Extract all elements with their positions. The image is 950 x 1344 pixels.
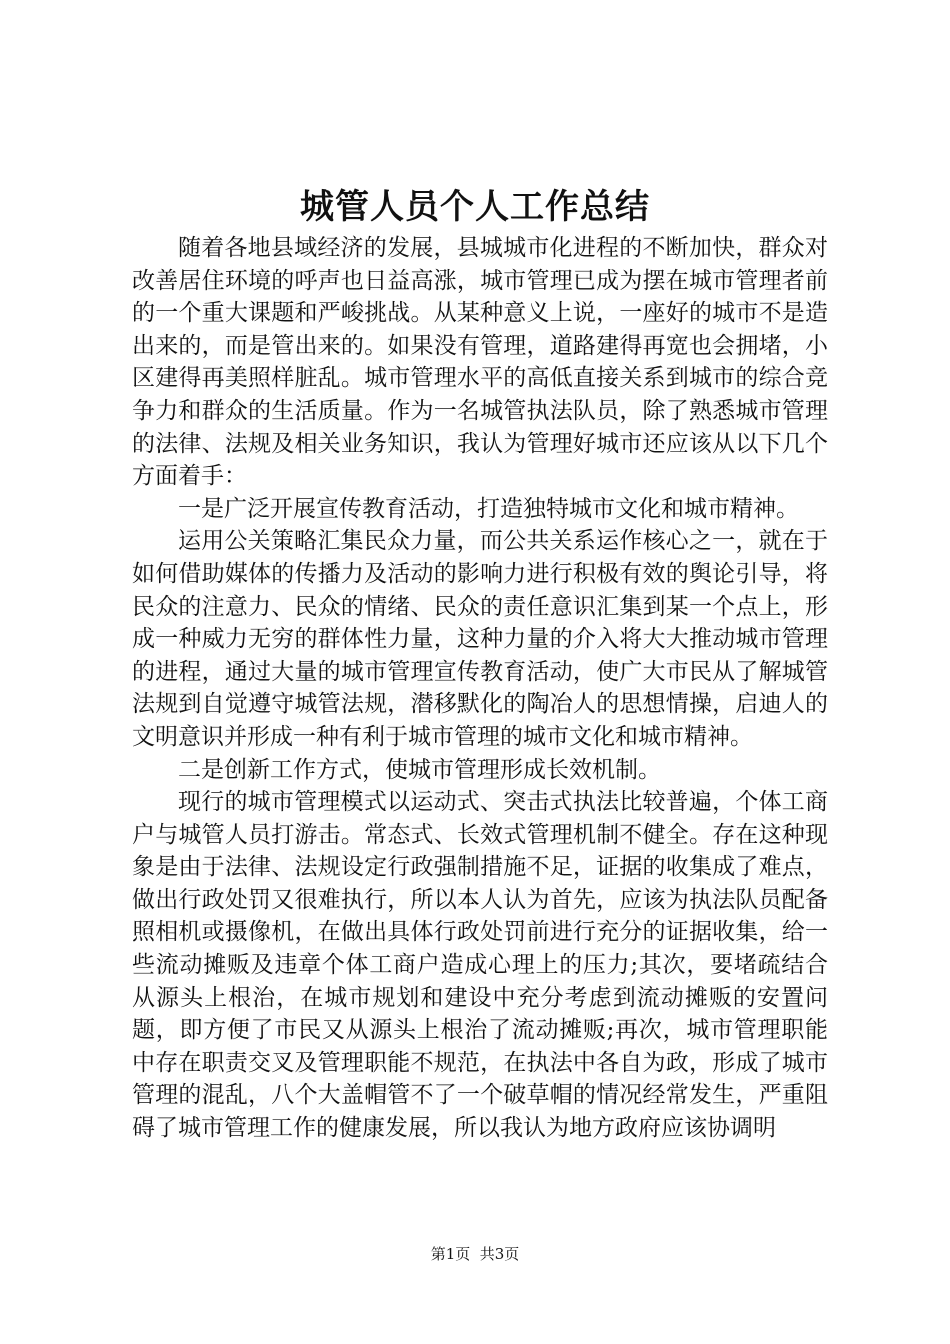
paragraph-point-one-body: 运用公关策略汇集民众力量，而公共关系运作核心之一，就在于如何借助媒体的传播力及活动的影响力进行积极有效的舆论引导，将民众的注意力、民众的情绪、民众的责任意识汇集到某一个点上，形成一种威力无穷的群体性力量，这种力量的介入将大大推动城市管理的进程，通过大量的城市管理宣传教育活动，使广大市民从了解城管法规到自觉遵守城管法规，潜移默化的陶冶人的思想情操，启迪人的文明意识并形成一种有利于城市管理的城市文化和城市精神。 <box>132 528 828 750</box>
paragraph-point-two-body: 现行的城市管理模式以运动式、突击式执法比较普遍，个体工商户与城管人员打游击。常态式、长效式管理机制不健全。存在这种现象是由于法律、法规设定行政强制措施不足，证据的收集成了难点，做出行政处罚又很难执行，所以本人认为首先，应该为执法队员配备照相机或摄像机，在做出具体行政处罚前进行充分的证据收集，给一些流动摊贩及违章个体工商户造成心理上的压力;其次，要堵疏结合从源头上根治，在城市规划和建设中充分考虑到流动摊贩的安置问题，即方便了市民又从源头上根治了流动摊贩;再次，城市管理职能中存在职责交叉及管理职能不规范，在执法中各自为政，形成了城市管理的混乱，八个大盖帽管不了一个破草帽的情况经常发生，严重阻碍了城市管理工作的健康发展，所以我认为地方政府应该协调明 <box>132 789 828 1142</box>
document-body <box>132 232 828 1145</box>
page-number-label: 第1页 共3页 <box>430 1245 520 1263</box>
document-title: 城管人员个人工作总结 <box>300 187 650 227</box>
paragraph-intro: 随着各地县域经济的发展，县城城市化进程的不断加快，群众对改善居住环境的呼声也日益高涨，城市管理已成为摆在城市管理者前的一个重大课题和严峻挑战。从某种意义上说，一座好的城市不是造出来的，而是管出来的。如果没有管理，道路建得再宽也会拥堵，小区建得再美照样脏乱。城市管理水平的高低直接关系到城市的综合竞争力和群众的生活质量。作为一名城管执法队员，除了熟悉城市管理的法律、法规及相关业务知识，我认为管理好城市还应该从以下几个方面着手： <box>132 235 828 490</box>
paragraph-point-two-heading: 二是创新工作方式，使城市管理形成长效机制。 <box>178 756 661 783</box>
paragraph-point-one-heading: 一是广泛开展宣传教育活动，打造独特城市文化和城市精神。 <box>178 495 799 522</box>
page-footer <box>0 1244 950 1264</box>
